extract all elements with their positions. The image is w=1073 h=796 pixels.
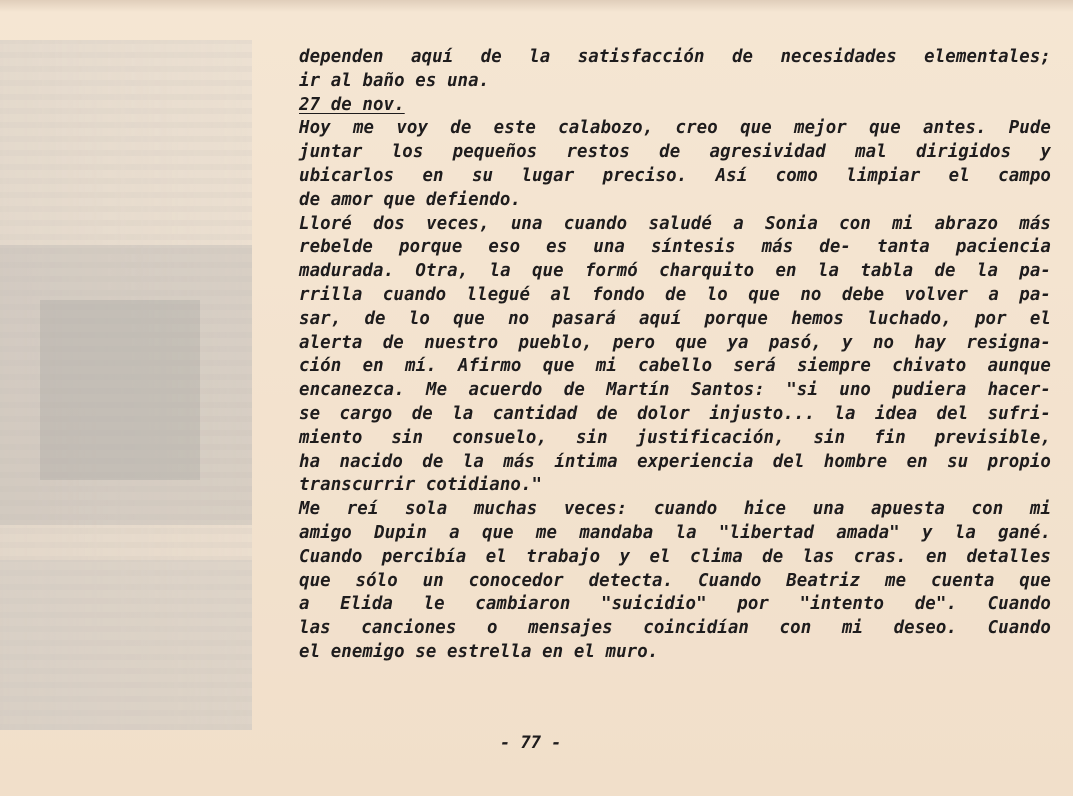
text-line: madurada. Otra, la que formó charquito en la tabla de la pa- [299, 261, 1051, 282]
text-line: transcurrir cotidiano." [299, 475, 543, 496]
bleed-through-block [40, 300, 200, 480]
entry-date-text: 27 de nov. [299, 94, 405, 115]
text-line: ir al baño es una. [299, 70, 490, 91]
text-line: de amor que defiendo. [299, 189, 521, 210]
paragraph-1 [299, 117, 1051, 212]
entry-date [299, 94, 1051, 118]
text-line: Hoy me voy de este calabozo, creo que mejor que antes. Pude [299, 118, 1051, 139]
text-line: sar, de lo que no pasará aquí porque hemos luchado, por el [299, 308, 1051, 329]
text-line: a Elida le cambiaron "suicidio" por "intento de". Cuando [299, 594, 1051, 615]
text-line: ubicarlos en su lugar preciso. Así como limpiar el campo [299, 165, 1051, 186]
paragraph-3 [299, 498, 1051, 665]
body-text [299, 46, 1051, 665]
text-line: Me reí sola muchas veces: cuando hice una apuesta con mi [299, 499, 1051, 520]
text-line: amigo Dupin a que me mandaba la "libertad amada" y la gané. [299, 522, 1051, 543]
text-line: encanezca. Me acuerdo de Martín Santos: "si uno pudiera hacer- [299, 380, 1051, 401]
text-line: se cargo de la cantidad de dolor injusto... la idea del sufri- [299, 403, 1051, 424]
text-line: ción en mí. Afirmo que mi cabello será siempre chivato aunque [299, 356, 1051, 377]
bleed-through-block [0, 560, 252, 730]
text-line: dependen aquí de la satisfacción de necesidades elementales; [299, 47, 1051, 67]
page-number: - 77 - [500, 733, 562, 753]
text-line: el enemigo se estrella en el muro. [299, 641, 659, 662]
paragraph-intro [299, 46, 1051, 94]
text-line: rrilla cuando llegué al fondo de lo que no debe volver a pa- [299, 284, 1051, 305]
text-line: ha nacido de la más íntima experiencia del hombre en su propio [299, 451, 1051, 472]
text-line: miento sin consuelo, sin justificación, sin fin previsible, [299, 427, 1051, 448]
page-fold-shadow [0, 0, 1073, 12]
text-line: Cuando percibía el trabajo y el clima de las cras. en detalles [299, 546, 1051, 567]
text-line: Lloré dos veces, una cuando saludé a Sonia con mi abrazo más [299, 213, 1051, 234]
text-line: que sólo un conocedor detecta. Cuando Beatriz me cuenta que [299, 570, 1051, 591]
text-line: juntar los pequeños restos de agresividad mal dirigidos y [299, 142, 1051, 163]
text-line: las canciones o mensajes coincidían con mi deseo. Cuando [299, 618, 1051, 639]
paragraph-2 [299, 213, 1051, 499]
text-line: rebelde porque eso es una síntesis más de- tanta paciencia [299, 237, 1051, 258]
text-line: alerta de nuestro pueblo, pero que ya pasó, y no hay resigna- [299, 332, 1051, 353]
